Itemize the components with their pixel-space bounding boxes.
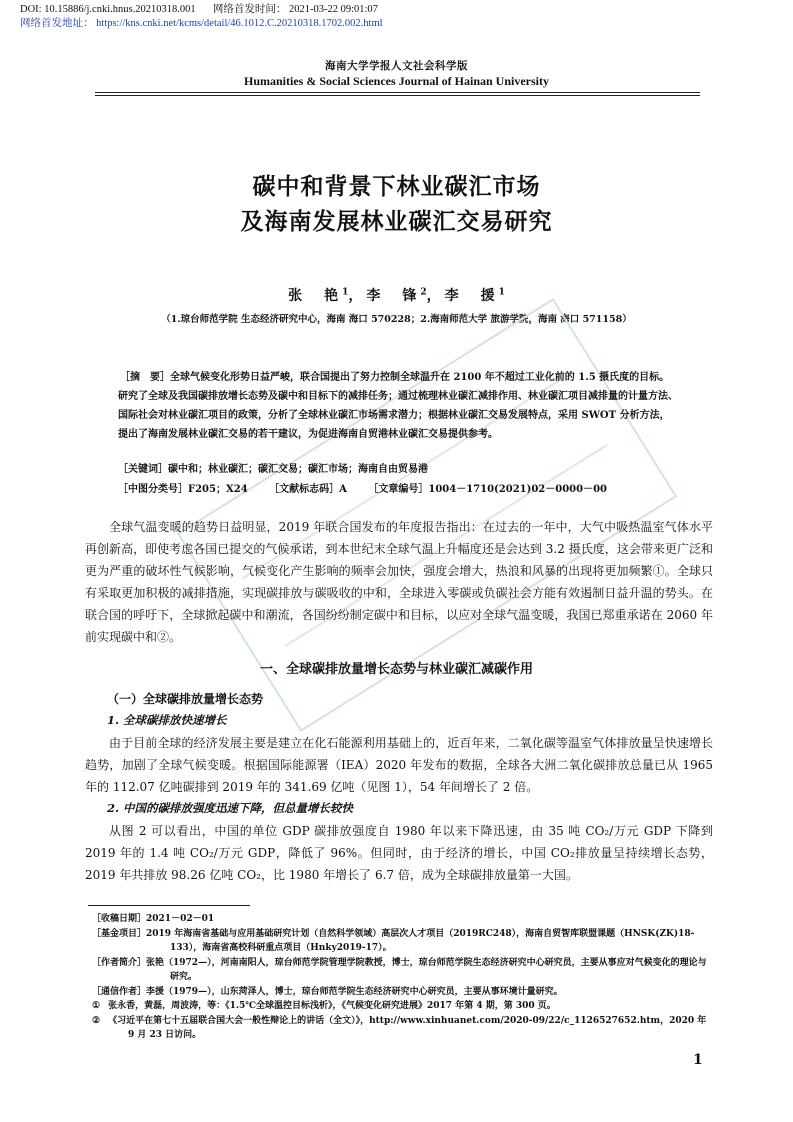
footnote-text: 张永香，黄磊，周波涛，等：《1.5℃全球温控目标浅析》，《气候变化研究进展》2017 年第 4 期，第 300 页。 <box>108 1001 556 1011</box>
author-affiliation-mark: 2 <box>420 287 427 298</box>
author-list <box>0 285 793 305</box>
footnotes <box>92 912 712 1043</box>
author-separator: ， <box>348 288 367 304</box>
abstract-label: ［摘 要］ <box>120 372 170 383</box>
article-number-value: 1004－1710(2021)02－0000－00 <box>428 484 608 495</box>
subsection-heading: （一）全球碳排放量增长态势 <box>107 692 264 706</box>
clc-value: F205；X24 <box>188 484 248 495</box>
footnote-mark: ① <box>92 1001 101 1011</box>
author-name: 李 援 <box>444 288 499 304</box>
fund-text: 2019 年海南省基础与应用基础研究计划（自然科学领域）高层次人才项目（2019RC248），海南自贸智库联盟课题（HNSK(ZK)18-133），海南省高校科研重点项目（Hnky2019-17）。 <box>146 928 695 953</box>
author-bio-note <box>92 956 712 985</box>
received-date-label: ［收稿日期］ <box>92 914 147 924</box>
publish-url-label: 网络首发地址： <box>20 18 94 29</box>
page-number: 1 <box>693 1052 703 1068</box>
publish-time-label: 网络首发时间： <box>212 4 287 15</box>
article-title-line-1: 碳中和背景下林业碳汇市场 <box>252 174 541 200</box>
fund-label: ［基金项目］ <box>92 928 147 939</box>
abstract-text: 全球气候变化形势日益严峻，联合国提出了努力控制全球温升在 2100 年不超过工业化前的 1.5 摄氏度的目标。研究了全球及我国碳排放增长态势及碳中和目标下的减排任务；通过梳理林业碳汇减排作用、林业碳汇项目减排量的计量方法、国际社会对林业碳汇项目的政策，分析了全球林业碳汇市场需求潜力；根据林业碳汇交易发展特点，采用 SWOT 分析方法，提出了海南发展林业碳汇交易的若干建议，为促进海南自贸港林业碳汇交易提供参考。 <box>118 372 678 440</box>
document-code-label: ［文献标志码］ <box>269 484 340 495</box>
body-paragraph: 全球气温变暖的趋势日益明显，2019 年联合国发布的年度报告指出：在过去的一年中，大气中吸热温室气体水平再创新高，即使考虑各国已提交的气候承诺，到本世纪末全球气温上升幅度还是会达到 3.2 摄氏度，这会带来更广泛和更为严重的破坏性气候影响，气候变化产生影响的频率会加快，强度会增大，热浪和风暴的出现将更加频繁①。全球只有采取更加积极的减排措施，实现碳排放与碳吸收的中和，全球进入零碳或负碳社会方能有效遏制日益升温的势头。在联合国的呼吁下，全球掀起碳中和潮流，各国纷纷制定碳中和目标，以应对全球气温变暖，我国已郑重承诺在 2060 年前实现碳中和②。 <box>85 520 713 644</box>
header-rule-bottom <box>95 95 700 96</box>
doi-value: 10.15886/j.cnki.hnus.20210318.001 <box>44 4 196 15</box>
article-number-label: ［文章编号］ <box>368 484 429 495</box>
footnote-2 <box>92 1014 712 1043</box>
body-paragraph: 从图 2 可以看出，中国的单位 GDP 碳排放强度自 1980 年以来下降迅速，由 35 吨 CO₂/万元 GDP 下降到 2019 年的 1.4 吨 CO₂/万元 GDP，降低了 96%。但同时，由于经济的增长，中国 CO₂排放量呈持续增长态势，2019 年共排放 98.26 亿吨 CO₂，比 1980 年增长了 6.7 倍，成为全球碳排放量第一大国。 <box>85 824 713 882</box>
corresponding-author-label: ［通信作者］ <box>92 986 147 997</box>
clc-label: ［中图分类号］ <box>118 484 188 495</box>
item-heading: 2. 中国的碳排放强度迅速下降，但总量增长较快 <box>107 801 354 815</box>
body-paragraph: 由于目前全球的经济发展主要是建立在化石能源利用基础上的，近百年来，二氧化碳等温室气体排放量呈快速增长趋势，加剧了全球气候变暖。根据国际能源署（IEA）2020 年发布的数据，全球各大洲二氧化碳排放总量已从 1965 年的 112.07 亿吨碳排到 2019 年的 341.69 亿吨（见图 1），54 年间增长了 2 倍。 <box>85 736 713 794</box>
author-separator: ， <box>426 288 445 304</box>
author-bio-text: 张艳（1972—），河南南阳人，琼台师范学院管理学院教授，博士，琼台师范学院生态经济研究中心研究员，主要从事应对气候变化的理论与研究。 <box>146 957 707 982</box>
section-heading: 一、全球碳排放量增长态势与林业碳汇减碳作用 <box>259 662 533 677</box>
corresponding-author-text: 李援（1979—），山东菏泽人，博士，琼台师范学院生态经济研究中心研究员，主要从事环境计量研究。 <box>146 986 563 997</box>
item-heading: 1. 全球碳排放快速增长 <box>107 713 227 727</box>
journal-name-english: Humanities & Social Sciences Journal of Hainan University <box>243 74 549 88</box>
journal-name-chinese: 海南大学学报人文社会科学版 <box>325 60 468 72</box>
doi-label: DOI: <box>20 4 42 15</box>
header-rule-top <box>95 92 700 93</box>
document-code-value: A <box>339 484 347 495</box>
author-name: 李 锋 <box>366 288 421 304</box>
classification-line <box>118 480 678 499</box>
author-bio-label: ［作者简介］ <box>92 957 147 968</box>
publish-time-value: 2021-03-22 09:01:07 <box>288 4 378 15</box>
received-date-value: 2021－02－01 <box>146 914 215 924</box>
footnote-rule <box>88 905 250 906</box>
abstract <box>118 368 678 444</box>
received-date-note <box>92 912 712 927</box>
fund-note <box>92 927 712 956</box>
article-title-line-2: 及海南发展林业碳汇交易研究 <box>240 209 553 235</box>
footnote-mark: ② <box>92 1015 101 1026</box>
keywords-text: 碳中和；林业碳汇；碳汇交易；碳汇市场；海南自由贸易港 <box>168 464 428 475</box>
keywords <box>118 460 678 479</box>
publication-metadata <box>20 3 383 31</box>
footnote-text: 《习近平在第七十五届联合国大会一般性辩论上的讲话（全文）》，http://www.xinhuanet.com/2020-09/22/c_1126527652.htm，2020 年 9 月 23 日访问。 <box>108 1015 707 1040</box>
author-affiliations: （1.琼台师范学院 生态经济研究中心，海南 海口 570228；2.海南师范大学 旅游学院，海南 海口 571158） <box>161 314 632 325</box>
publish-url-link[interactable]: https://kns.cnki.net/kcms/detail/46.1012.C.20210318.1702.002.html <box>96 18 383 29</box>
author-affiliation-mark: 1 <box>498 287 505 298</box>
corresponding-author-note <box>92 985 712 1000</box>
footnote-1 <box>92 999 712 1014</box>
author-affiliation-mark: 1 <box>342 287 349 298</box>
keywords-label: ［关键词］ <box>118 464 168 475</box>
author-name: 张 艳 <box>288 288 343 304</box>
